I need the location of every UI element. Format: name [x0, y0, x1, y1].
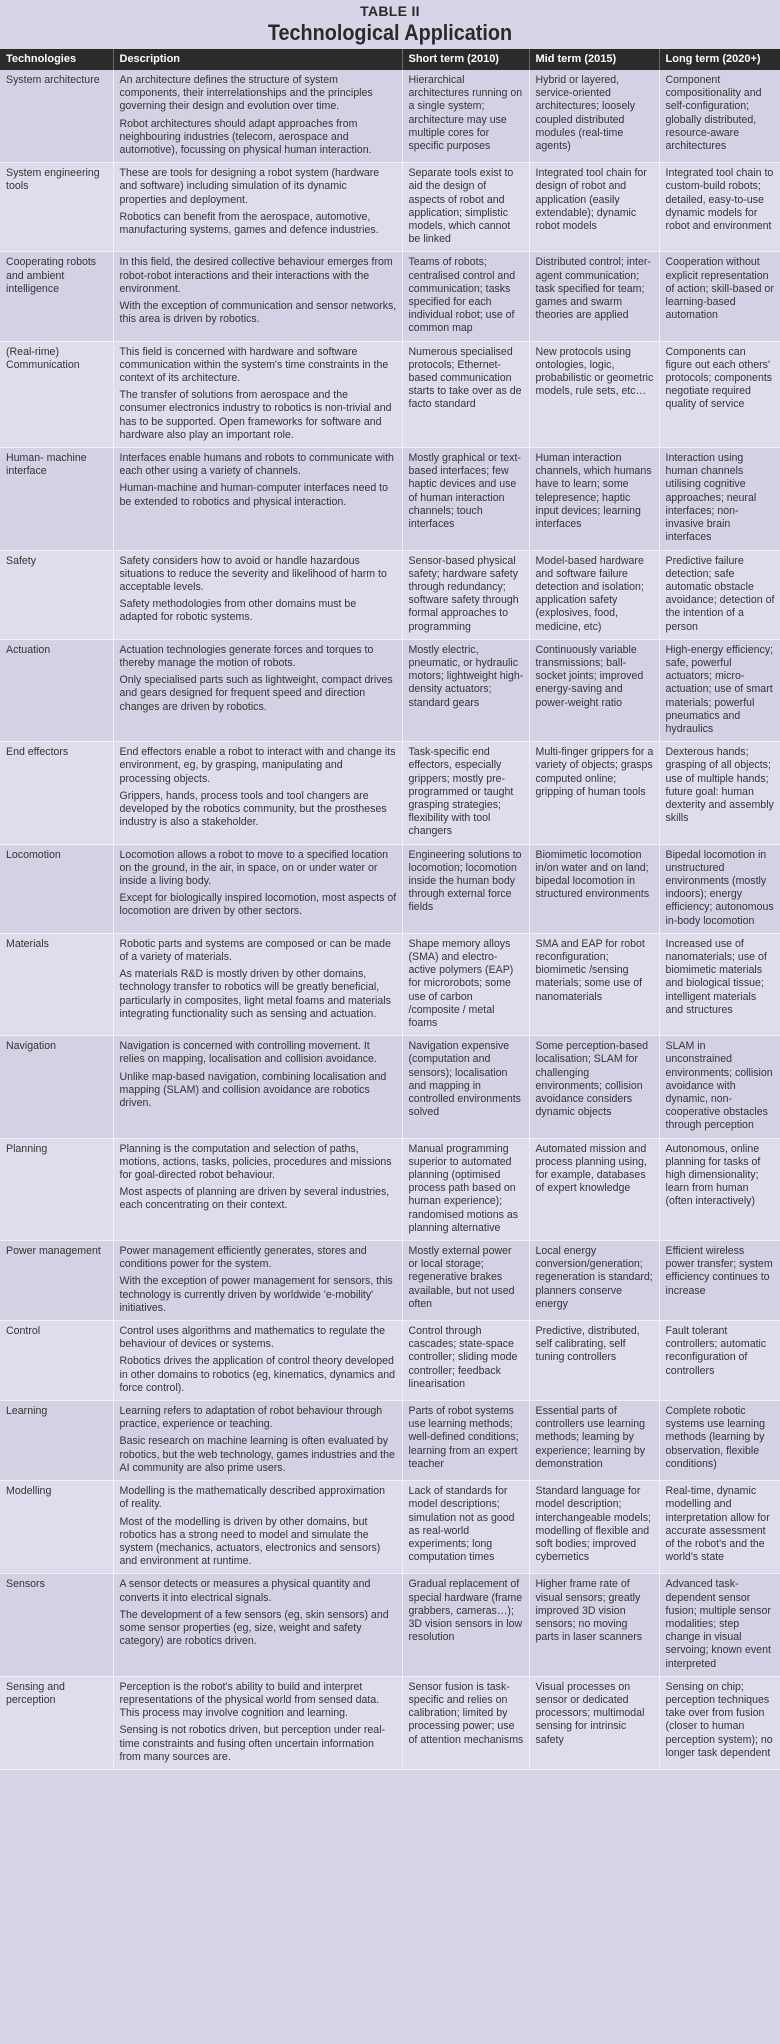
cell-mid-term: Continuously variable transmissions; ball-socket joints; improved energy-saving and power-weight ratio	[529, 639, 659, 741]
cell-short-term: Sensor-based physical safety; hardware safety through redundancy; software safety through formal approaches to programming	[402, 550, 529, 639]
cell-mid-term: SMA and EAP for robot reconfiguration; biomimetic /sensing materials; some use of nanomaterials	[529, 933, 659, 1035]
table-row	[0, 1574, 780, 1676]
cell-long-term: Sensing on chip; perception techniques take over from fusion (closer to human perception system); no longer task dependent	[659, 1676, 780, 1769]
cell-technology: Sensors	[0, 1574, 113, 1676]
cell-short-term: Shape memory alloys (SMA) and electro-active polymers (EAP) for microrobots; some use of carbon /composite / metal foams	[402, 933, 529, 1035]
cell-mid-term: New protocols using ontologies, logic, probabilistic or geometric models, rule sets, etc…	[529, 341, 659, 447]
cell-technology: Planning	[0, 1138, 113, 1240]
cell-mid-term: Visual processes on sensor or dedicated processors; multimodal sensing for intrinsic safety	[529, 1676, 659, 1769]
cell-long-term: Component compositionality and self-configuration; globally distributed, resource-aware architectures	[659, 70, 780, 163]
description-paragraph: Robot architectures should adapt approaches from neighbouring industries (telecom, aerospace and automotive), focussing on physical human interaction.	[119, 117, 372, 157]
description-paragraph: The development of a few sensors (eg, skin sensors) and some sensor properties (eg, size, weight and safety category) are robotics driven.	[119, 1608, 389, 1648]
cell-long-term: Predictive failure detection; safe automatic obstacle avoidance; detection of the intention of a person	[659, 550, 780, 639]
cell-long-term: Bipedal locomotion in unstructured environments (mostly indoors); energy efficiency; autonomous in-body locomotion	[659, 844, 780, 933]
cell-long-term: Dexterous hands; grasping of all objects; use of multiple hands; future goal: human dexterity and assembly skills	[659, 742, 780, 844]
column-header-technologies: Technologies	[0, 49, 113, 70]
cell-short-term: Parts of robot systems use learning methods; well-defined conditions; learning from an expert teacher	[402, 1401, 529, 1481]
cell-description	[113, 70, 402, 163]
cell-description	[113, 252, 402, 341]
cell-mid-term: Local energy conversion/generation; regeneration is standard; planners conserve energy	[529, 1241, 659, 1321]
table-row	[0, 742, 780, 844]
description-paragraph: Human-machine and human-computer interfaces need to be extended to robotics and physical interaction.	[119, 482, 389, 508]
cell-short-term: Mostly external power or local storage; regenerative brakes available, but not used often	[402, 1241, 529, 1321]
header-row	[0, 49, 780, 70]
description-paragraph: Power management efficiently generates, stores and conditions power for the system.	[119, 1245, 367, 1271]
cell-technology: Learning	[0, 1401, 113, 1481]
cell-description	[113, 844, 402, 933]
cell-technology: Sensing and perception	[0, 1676, 113, 1769]
cell-description	[113, 1241, 402, 1321]
description-paragraph: Only specialised parts such as lightweight, compact drives and gears designed for frequent speed and direction changes are driven by robotics.	[119, 674, 393, 713]
cell-mid-term: Predictive, distributed, self calibrating, self tuning controllers	[529, 1321, 659, 1401]
cell-long-term: Components can figure out each others' protocols; components negotiate required quality of service	[659, 341, 780, 447]
table-body	[0, 70, 780, 1769]
cell-mid-term: Integrated tool chain for design of robot and application (easily extendable); dynamic robot models	[529, 163, 659, 252]
cell-technology: (Real-rime) Communication	[0, 341, 113, 447]
table-row	[0, 1241, 780, 1321]
cell-mid-term: Multi-finger grippers for a variety of objects; grasps computed online; gripping of human tools	[529, 742, 659, 844]
cell-long-term: Fault tolerant controllers; automatic reconfiguration of controllers	[659, 1321, 780, 1401]
cell-mid-term: Hybrid or layered, service-oriented architectures; loosely coupled distributed modules (real-time agents)	[529, 70, 659, 163]
description-paragraph: Learning refers to adaptation of robot behaviour through practice, experience or teaching.	[119, 1405, 383, 1431]
cell-description	[113, 1574, 402, 1676]
description-paragraph: Safety methodologies from other domains must be adapted for robotic systems.	[119, 598, 357, 624]
cell-description	[113, 341, 402, 447]
description-paragraph: Actuation technologies generate forces and torques to thereby manage the motion of robots.	[119, 643, 374, 669]
cell-description	[113, 1481, 402, 1574]
description-paragraph: With the exception of communication and sensor networks, this area is driven by robotics.	[119, 300, 397, 326]
cell-technology: Modelling	[0, 1481, 113, 1574]
table-row	[0, 1676, 780, 1769]
column-header-mid-term: Mid term (2015)	[529, 49, 659, 70]
cell-short-term: Control through cascades; state-space controller; sliding mode controller; feedback linearisation	[402, 1321, 529, 1401]
cell-long-term: Complete robotic systems use learning methods (learning by observation, flexible conditions)	[659, 1401, 780, 1481]
cell-technology: End effectors	[0, 742, 113, 844]
cell-mid-term: Human interaction channels, which humans have to learn; some telepresence; haptic input devices; learning interfaces	[529, 448, 659, 550]
description-paragraph: Grippers, hands, process tools and tool changers are developed by the robotics community, but the prostheses industry is also a stakeholder.	[119, 789, 387, 829]
table-row	[0, 1481, 780, 1574]
description-paragraph: Most aspects of planning are driven by several industries, each concentrating on their context.	[119, 1186, 390, 1212]
cell-technology: Materials	[0, 933, 113, 1035]
cell-description	[113, 639, 402, 741]
cell-short-term: Navigation expensive (computation and sensors); localisation and mapping in controlled environments solved	[402, 1036, 529, 1138]
description-paragraph: Unlike map-based navigation, combining localisation and mapping (SLAM) and collision avoidance are robotics driven.	[119, 1070, 387, 1110]
cell-mid-term: Essential parts of controllers use learning methods; learning by experience; learning by demonstration	[529, 1401, 659, 1481]
table-row	[0, 1138, 780, 1240]
column-header-short-term: Short term (2010)	[402, 49, 529, 70]
description-paragraph: Robotics drives the application of control theory developed in other domains to robotics (eg, kinematics, dynamics and force control).	[119, 1355, 396, 1394]
description-paragraph: Most of the modelling is driven by other domains, but robotics has a strong need to model and simulate the system (mechanics, actuators, electronics and sensors) and environment at runtime.	[119, 1515, 381, 1568]
description-paragraph: Perception is the robot's ability to build and interpret representations of the physical world from sensed data. This process may involve cognition and learning.	[119, 1680, 380, 1720]
table-row	[0, 933, 780, 1035]
cell-mid-term: Biomimetic locomotion in/on water and on land; bipedal locomotion in structured environments	[529, 844, 659, 933]
cell-description	[113, 163, 402, 252]
description-paragraph: A sensor detects or measures a physical quantity and converts it into electrical signals.	[119, 1578, 371, 1604]
cell-technology: Actuation	[0, 639, 113, 741]
cell-description	[113, 1138, 402, 1240]
cell-short-term: Teams of robots; centralised control and communication; tasks specified for each individual robot; use of common map	[402, 252, 529, 341]
table-label: TABLE II	[360, 3, 420, 19]
table-row	[0, 341, 780, 447]
table-row	[0, 1401, 780, 1481]
cell-description	[113, 550, 402, 639]
cell-long-term: SLAM in unconstrained environments; collision avoidance with dynamic, non-cooperative obstacles through perception	[659, 1036, 780, 1138]
table-row	[0, 1036, 780, 1138]
table-row	[0, 1321, 780, 1401]
cell-long-term: Cooperation without explicit representation of action; skill-based or learning-based automation	[659, 252, 780, 341]
cell-mid-term: Automated mission and process planning using, for example, databases of expert knowledge	[529, 1138, 659, 1240]
cell-long-term: Interaction using human channels utilising cognitive approaches; neural interfaces; non-invasive brain interfaces	[659, 448, 780, 550]
cell-mid-term: Distributed control; inter-agent communication; task specified for team; games and swarm theories are applied	[529, 252, 659, 341]
cell-description	[113, 448, 402, 550]
cell-description	[113, 1321, 402, 1401]
table-row	[0, 163, 780, 252]
description-paragraph: Robotic parts and systems are composed or can be made of a variety of materials.	[119, 937, 391, 963]
cell-description	[113, 742, 402, 844]
cell-technology: Locomotion	[0, 844, 113, 933]
description-paragraph: Control uses algorithms and mathematics to regulate the behaviour of devices or systems.	[119, 1325, 386, 1351]
description-paragraph: An architecture defines the structure of system components, their interrelationships and the principles governing their design and evolution over time.	[119, 74, 373, 113]
cell-technology: System engineering tools	[0, 163, 113, 252]
description-paragraph: In this field, the desired collective behaviour emerges from robot-robot interactions and their interactions with the environment.	[119, 256, 393, 295]
description-paragraph: Sensing is not robotics driven, but perception under real-time constraints and fusing often uncertain information from many sources are.	[119, 1724, 386, 1763]
cell-technology: Cooperating robots and ambient intelligence	[0, 252, 113, 341]
cell-short-term: Gradual replacement of special hardware (frame grabbers, cameras…); 3D vision sensors in low resolution	[402, 1574, 529, 1676]
cell-mid-term: Standard language for model description; interchangeable models; modelling of flexible and soft bodies; improved cybernetics	[529, 1481, 659, 1574]
cell-long-term: Efficient wireless power transfer; system efficiency continues to increase	[659, 1241, 780, 1321]
cell-mid-term: Model-based hardware and software failure detection and isolation; application safety (explosives, food, medicine, etc)	[529, 550, 659, 639]
cell-long-term: Advanced task-dependent sensor fusion; multiple sensor modalities; step change in visual servoing; known event interpreted	[659, 1574, 780, 1676]
cell-description	[113, 1036, 402, 1138]
column-header-description: Description	[113, 49, 402, 70]
table-title: Technological Application	[267, 20, 513, 45]
cell-technology: Power management	[0, 1241, 113, 1321]
table-row	[0, 252, 780, 341]
table-row	[0, 639, 780, 741]
table-row	[0, 70, 780, 163]
cell-description	[113, 933, 402, 1035]
cell-mid-term: Higher frame rate of visual sensors; greatly improved 3D vision sensors; no moving parts in laser scanners	[529, 1574, 659, 1676]
table-header	[0, 49, 780, 70]
cell-short-term: Sensor fusion is task-specific and relies on calibration; limited by processing power; use of attention mechanisms	[402, 1676, 529, 1769]
cell-technology: Safety	[0, 550, 113, 639]
description-paragraph: Interfaces enable humans and robots to communicate with each other using a variety of channels.	[119, 452, 394, 478]
cell-short-term: Separate tools exist to aid the design of aspects of robot and application; simplistic models, which cannot be linked	[402, 163, 529, 252]
table-row	[0, 844, 780, 933]
cell-technology: Control	[0, 1321, 113, 1401]
description-paragraph: Robotics can benefit from the aerospace, automotive, manufacturing systems, games and defence industries.	[119, 210, 379, 237]
cell-technology: Human- machine interface	[0, 448, 113, 550]
description-paragraph: Modelling is the mathematically described approximation of reality.	[119, 1485, 386, 1511]
cell-short-term: Manual programming superior to automated planning (optimised process path based on human experience); randomised motions as planning alternative	[402, 1138, 529, 1240]
description-paragraph: Planning is the computation and selection of paths, motions, actions, tasks, policies, procedures and missions for goal-directed robot behaviour.	[119, 1142, 392, 1182]
cell-short-term: Lack of standards for model descriptions; simulation not as good as real-world experiments; long computation times	[402, 1481, 529, 1574]
cell-long-term: High-energy efficiency; safe, powerful actuators; micro-actuation; use of smart materials; powerful pneumatics and hydraulics	[659, 639, 780, 741]
description-paragraph: Navigation is concerned with controlling movement. It relies on mapping, localisation and collision avoidance.	[119, 1040, 377, 1066]
description-paragraph: The transfer of solutions from aerospace and the consumer electronics industry to robotics is non-trivial and has to be supported. Open frameworks for software and hardware also play an important role.	[119, 389, 392, 441]
cell-short-term: Engineering solutions to locomotion; locomotion inside the human body through external force fields	[402, 844, 529, 933]
cell-description	[113, 1401, 402, 1481]
column-header-long-term: Long term (2020+)	[659, 49, 780, 70]
description-paragraph: This field is concerned with hardware and software communication within the system's time constraints in the context of its architecture.	[119, 345, 389, 385]
description-paragraph: As materials R&D is mostly driven by other domains, technology transfer to robotics will be greatly beneficial, particularly in composites, light metal foams and materials integrating functionality such as sensing and actuation.	[119, 968, 391, 1020]
description-paragraph: Except for biologically inspired locomotion, most aspects of locomotion are driven by other sectors.	[119, 892, 397, 918]
cell-technology: Navigation	[0, 1036, 113, 1138]
cell-long-term: Autonomous, online planning for tasks of high dimensionality; learn from human (often interactively)	[659, 1138, 780, 1240]
cell-short-term: Hierarchical architectures running on a single system; architecture may use multiple cores for specific purposes	[402, 70, 529, 163]
table-row	[0, 550, 780, 639]
description-paragraph: End effectors enable a robot to interact with and change its environment, eg, by grasping, manipulating and processing objects.	[119, 746, 396, 785]
cell-mid-term: Some perception-based localisation; SLAM for challenging environments; collision avoidance considers dynamic objects	[529, 1036, 659, 1138]
description-paragraph: These are tools for designing a robot system (hardware and software) including simulation of its dynamic properties and deployment.	[119, 167, 380, 206]
table-heading	[0, 0, 780, 49]
description-paragraph: Basic research on machine learning is often evaluated by robotics, but the web technology, games industries and the AI community are also prime users.	[119, 1435, 395, 1474]
cell-short-term: Task-specific end effectors, especially grippers; mostly pre-programmed or taught grasping strategies; flexibility with tool changers	[402, 742, 529, 844]
cell-short-term: Numerous specialised protocols; Ethernet-based communication starts to take over as de facto standard	[402, 341, 529, 447]
description-paragraph: With the exception of power management for sensors, this technology is currently driven by worldwide 'e-mobility' initiatives.	[119, 1275, 393, 1314]
description-paragraph: Locomotion allows a robot to move to a specified location on the ground, in the air, in space, on or under water or inside a living body.	[119, 848, 389, 887]
cell-long-term: Real-time, dynamic modelling and interpretation allow for accurate assessment of the robot's and the world's state	[659, 1481, 780, 1574]
technology-table	[0, 49, 780, 1770]
cell-description	[113, 1676, 402, 1769]
cell-technology: System architecture	[0, 70, 113, 163]
description-paragraph: Safety considers how to avoid or handle hazardous situations to reduce the severity and likelihood of harm to acceptable levels.	[119, 554, 387, 593]
cell-long-term: Increased use of nanomaterials; use of biomimetic materials and biological tissue; intelligent materials and structures	[659, 933, 780, 1035]
cell-short-term: Mostly electric, pneumatic, or hydraulic motors; lightweight high-density actuators; standard gears	[402, 639, 529, 741]
cell-long-term: Integrated tool chain to custom-build robots; detailed, easy-to-use dynamic models for robot and environment	[659, 163, 780, 252]
table-row	[0, 448, 780, 550]
cell-short-term: Mostly graphical or text-based interfaces; few haptic devices and use of human interaction channels; touch interfaces	[402, 448, 529, 550]
